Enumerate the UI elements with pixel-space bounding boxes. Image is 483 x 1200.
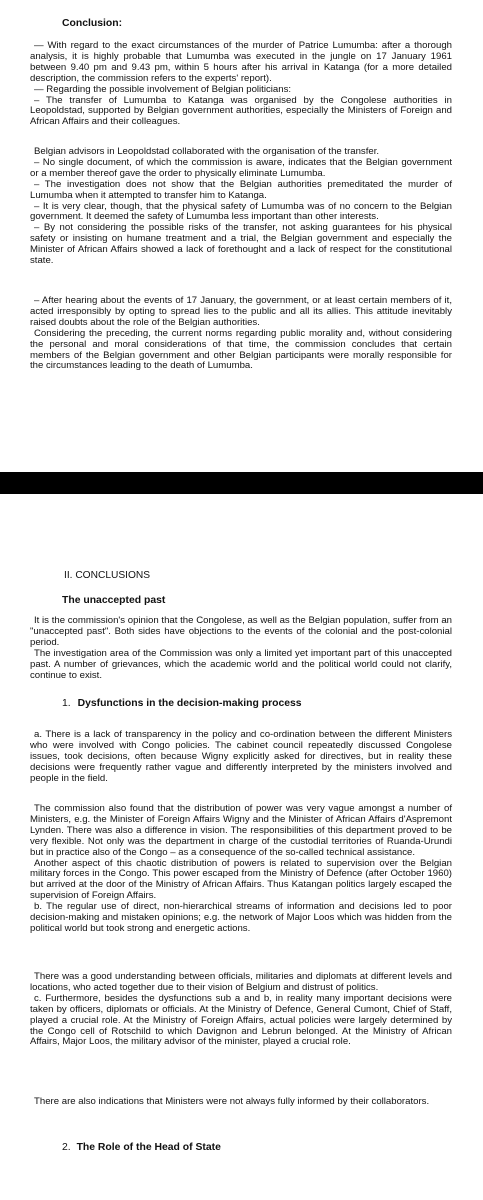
paragraph: The investigation area of the Commission was only a limited yet important part of this unaccepted past. A number of grievances, which the academic world and the political world could not clarify, continue to exist. [30,647,452,681]
conclusion-heading: Conclusion: [62,18,123,29]
paragraph: – No single document, of which the commission is aware, indicates that the Belgian government or a member thereof gave the order to physically eliminate Lumumba. [30,156,452,179]
list-item-1-title [62,698,302,709]
dysfunction-block-d [30,1097,452,1108]
paragraph: Considering the preceding, the current norms regarding public morality and, without considering the personal and moral considerations of that time, the commission concludes that certain members of the Belgian government and other Belgian participants were morally responsible for the circumstances leading to the death of Lumumba. [30,327,452,372]
conclusion-block-1 [30,41,452,128]
paragraph: The commission also found that the distribution of power was very vague amongst a number of Ministers, e.g. the Minister of Foreign Affairs Wigny and the Minister of African Affairs d'Aspremont Lynden. There was also a difference in vision. The responsibilities of this department proved to be very flexible. Not only was the department in charge of the custodial territories of Ruanda-Urundi but in practice also of the Congo – as a consequence of the so-called technical assistance. [30,803,452,858]
paragraph: It is the commission's opinion that the Congolese, as well as the Belgian population, suffer from an "unaccepted past". Both sides have objections to the events of the colonial and the post-colonial period. [30,615,452,648]
section-heading: II. CONCLUSIONS [64,570,151,581]
list-title: Dysfunctions in the decision-making process [77,698,302,709]
subheading-unaccepted-past: The unaccepted past [62,595,166,606]
paragraph: — With regard to the exact circumstances of the murder of Patrice Lumumba: after a thorough analysis, it is highly probable that Lumumba was executed in the jungle on 17 January 1961 between 9.40 pm and 9.43 pm, within 5 hours after his arrival in Katanga (for a more detailed description, the commission refers to the experts' report). [30,40,452,84]
paragraph: – The investigation does not show that the Belgian authorities premeditated the murder of Lumumba when it attempted to transfer him to Katanga. [30,178,452,201]
paragraph: – By not considering the possible risks of the transfer, not asking guarantees for his physical safety or insisting on humane treatment and a trial, the Belgian government and especially the Minister of African Affairs showed a lack of forethought and a lack of respect for the constitutional state. [30,222,452,267]
list-item-2-title [62,1142,221,1153]
document-page-1 [0,0,483,472]
document-page-2 [0,494,483,1200]
dysfunction-block-c [30,972,452,1048]
paragraph: c. Furthermore, besides the dysfunctions sub a and b, in reality many important decisions were taken by officers, diplomats or officials. At the Ministry of Defence, General Cumont, Chief of Staff, played a crucial role. At the Ministry of Foreign Affairs, actual policies were largely determined by the Congo cell of Rotschild to which Davignon and Lebrun belonged. At the Ministry of African Affairs, Major Loos, the military advisor of the minister, played a crucial role. [30,992,452,1048]
unaccepted-past-block [30,616,452,681]
conclusion-block-3 [30,296,452,372]
paragraph: Belgian advisors in Leopoldstad collaborated with the organisation of the transfer. [34,146,380,157]
paragraph: There are also indications that Ministers were not always fully informed by their collaborators. [34,1096,430,1107]
paragraph: – The transfer of Lumumba to Katanga was organised by the Congolese authorities in Leopoldstad, supported by Belgian government authorities, especially the Ministers of Foreign and African Affairs and their colleagues. [30,94,452,128]
paragraph: b. The regular use of direct, non-hierarchical streams of information and decisions led to poor decision-making and mistaken opinions; e.g. the network of Major Loos which was hidden from the political world but took strong and energetic actions. [30,901,452,934]
dysfunction-block-b [30,804,452,935]
list-title: The Role of the Head of State [76,1142,221,1153]
list-number: 1. [62,698,71,709]
dysfunction-block-a [30,730,452,785]
paragraph: a. There is a lack of transparency in the policy and co-ordination between the different Ministers who were involved with Congo policies. The cabinet council repeatedly discussed Congolese issues, took decisions, often because Wigny explicitly asked for directives, but in reality these decisions were frequently rather vague and differently interpreted by the ministers involved and people in the field. [30,729,452,784]
list-number: 2. [62,1142,71,1153]
paragraph: – It is very clear, though, that the physical safety of Lumumba was of no concern to the Belgian government. It deemed the safety of Lumumba less important than other interests. [30,200,452,223]
paragraph: – After hearing about the events of 17 January, the government, or at least certain members of it, acted irresponsibly by opting to spread lies to the public and all its allies. This attitude inevitably raised doubts about the role of the Belgian authorities. [30,295,452,328]
paragraph: There was a good understanding between officials, militaries and diplomats at different levels and locations, who acted together due to their vision of Belgium and distrust of politics. [30,971,452,993]
paragraph: Another aspect of this chaotic distribution of powers is related to supervision over the Belgian military forces in the Congo. This power escaped from the Ministry of Defence (after October 1960) but arrived at the door of the Ministry of African Affairs. Thus Katangan politics largely escaped the supervision of Foreign Affairs. [30,857,452,902]
conclusion-block-2 [30,147,452,267]
page-divider [0,472,483,494]
paragraph: — Regarding the possible involvement of Belgian politicians: [34,83,292,95]
